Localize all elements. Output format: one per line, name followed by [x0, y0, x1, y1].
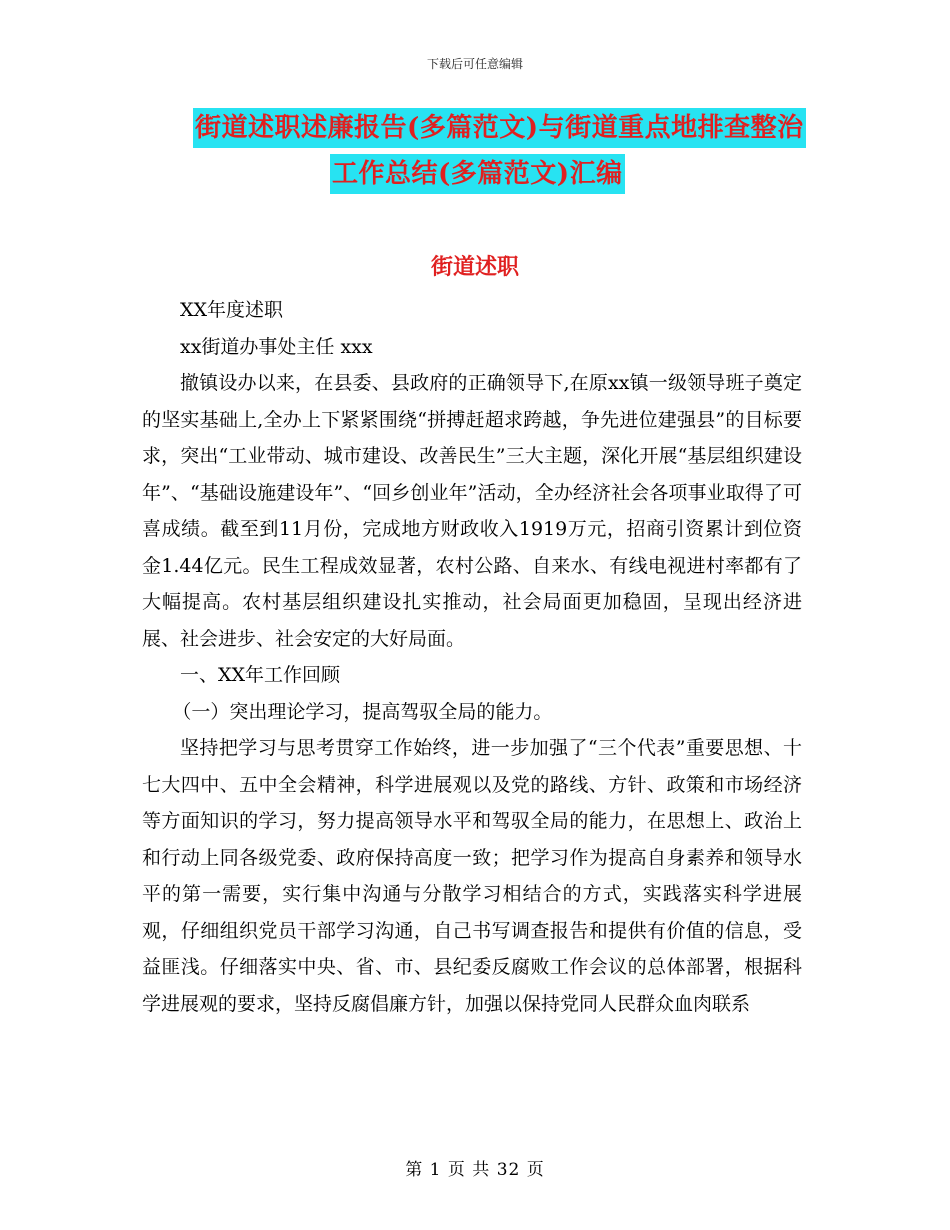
- page-footer: 第 1 页 共 32 页: [405, 1160, 545, 1180]
- paragraph-study: 坚持把学习与思考贯穿工作始终，进一步加强了“三个代表”重要思想、十七大四中、五中全会精神，科学进展观以及党的路线、方针、政策和市场经济等方面知识的学习，努力提高领导水平和驾驭全局的能力，在思想上、政治上和行动上同各级党委、政府保持高度一致；把学习作为提高自身素养和领导水平的第一需要，实行集中沟通与分散学习相结合的方式，实践落实科学进展观，仔细组织党员干部学习沟通，自己书写调查报告和提供有价值的信息，受益匪浅。仔细落实中央、省、市、县纪委反腐败工作会议的总体部署，根据科学进展观的要求，坚持反腐倡廉方针，加强以保持党同人民群众血肉联系: [142, 737, 802, 1015]
- paragraph-year-report: XX年度述职: [180, 299, 284, 321]
- paragraph-intro: 撤镇设办以来，在县委、县政府的正确领导下,在原xx镇一级领导班子奠定的坚实基础上,全办上下紧紧围绕“拼搏赶超求跨越，争先进位建强县”的目标要求，突出“工业带动、城市建设、改善民生”三大主题，深化开展“基层组织建设年”、“基础设施建设年”、“回乡创业年”活动，全办经济社会各项事业取得了可喜成绩。截至到11月份，完成地方财政收入1919万元，招商引资累计到位资金1.44亿元。民生工程成效显著，农村公路、自来水、有线电视进村率都有了大幅提高。农村基层组织建设扎实推动，社会局面更加稳固，呈现出经济进展、社会进步、社会安定的大好局面。: [142, 372, 802, 650]
- paragraph-heading-1: 一、XX年工作回顾: [180, 664, 341, 686]
- paragraph-author: xx街道办事处主任 xxx: [180, 335, 373, 358]
- paragraph-subheading-1: （一）突出理论学习，提高驾驭全局的能力。: [172, 700, 553, 723]
- title-line-2: 工作总结(多篇范文)汇编: [330, 154, 625, 194]
- document-body: [142, 292, 802, 1022]
- header-note: 下载后可任意编辑: [426, 57, 523, 71]
- section-title: 街道述职: [430, 254, 519, 280]
- title-line-1: 街道述职述廉报告(多篇范文)与街道重点地排查整治: [193, 108, 806, 148]
